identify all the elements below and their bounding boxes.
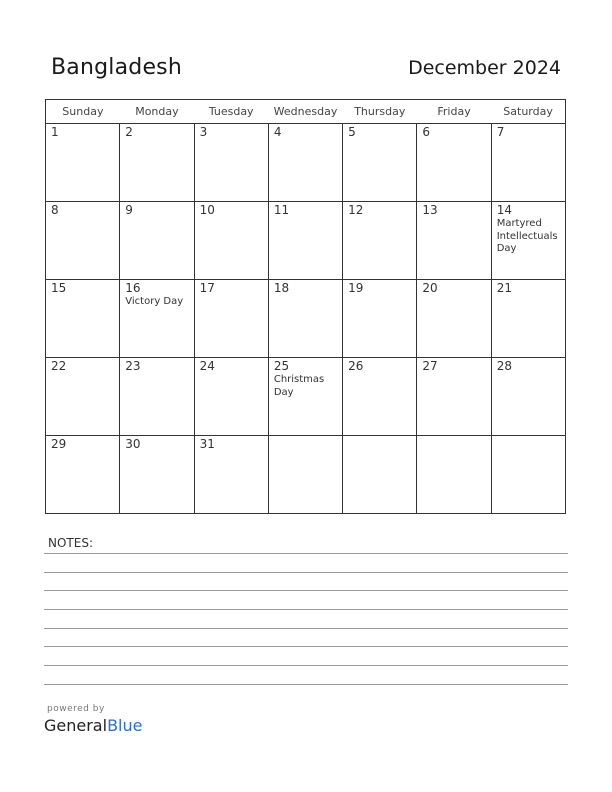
day-number: 29	[51, 437, 67, 451]
logo-text-general: General	[44, 716, 108, 735]
day-number: 18	[273, 281, 290, 295]
notes-line	[44, 684, 568, 685]
weekday-header-row	[46, 100, 566, 124]
notes-line	[44, 609, 568, 610]
day-number: 6	[422, 125, 431, 139]
day-cell	[120, 124, 194, 202]
weekday-header: Sunday	[46, 100, 120, 124]
day-number: 4	[273, 125, 282, 139]
day-number: 31	[199, 437, 215, 451]
day-number: 26	[348, 359, 364, 373]
weekday-header: Thursday	[343, 100, 417, 124]
week-row	[46, 124, 566, 202]
day-number: 20	[422, 281, 438, 295]
notes-label: NOTES:	[48, 536, 93, 550]
day-cell	[46, 202, 120, 280]
week-row	[46, 280, 566, 358]
day-cell	[343, 358, 417, 436]
powered-by-text: powered by	[47, 704, 105, 714]
holiday-label: Christmas Day	[273, 374, 325, 398]
day-cell	[268, 436, 342, 514]
day-number: 3	[199, 125, 208, 139]
day-cell	[46, 280, 120, 358]
day-number: 23	[125, 359, 141, 373]
notes-line	[44, 572, 568, 573]
holiday-label: Martyred Intellectuals Day	[496, 218, 558, 254]
day-number: 13	[422, 203, 438, 217]
holiday-label: Victory Day	[125, 296, 184, 307]
weekday-header: Wednesday	[268, 100, 342, 124]
day-cell	[491, 280, 565, 358]
day-cell	[46, 358, 120, 436]
day-cell	[417, 124, 491, 202]
day-number: 12	[348, 203, 364, 217]
day-number: 21	[496, 281, 512, 295]
day-cell	[491, 358, 565, 436]
notes-line	[44, 646, 568, 647]
generalblue-logo	[44, 716, 142, 735]
day-cell	[268, 124, 342, 202]
day-cell	[417, 358, 491, 436]
day-cell	[343, 124, 417, 202]
day-number: 2	[125, 125, 133, 139]
day-cell	[268, 280, 342, 358]
day-number: 9	[125, 203, 133, 217]
calendar-month-title: December 2024	[408, 57, 561, 79]
week-row	[46, 202, 566, 280]
day-cell	[491, 202, 565, 280]
day-number: 27	[422, 359, 438, 373]
day-number: 22	[51, 359, 67, 373]
day-number: 1	[51, 125, 59, 139]
day-number: 14	[496, 203, 512, 217]
day-cell	[194, 436, 268, 514]
week-row	[46, 436, 566, 514]
day-cell	[343, 280, 417, 358]
day-cell	[343, 202, 417, 280]
day-cell	[194, 358, 268, 436]
day-number: 15	[51, 281, 67, 295]
calendar-grid	[45, 99, 566, 514]
calendar-country-title: Bangladesh	[51, 55, 182, 80]
day-number: 30	[125, 437, 141, 451]
day-number: 7	[496, 125, 505, 139]
day-cell	[491, 436, 565, 514]
day-cell	[491, 124, 565, 202]
day-number: 8	[51, 203, 59, 217]
notes-line	[44, 665, 568, 666]
day-cell	[46, 436, 120, 514]
day-cell	[120, 436, 194, 514]
notes-line	[44, 628, 568, 629]
day-number: 25	[273, 359, 290, 373]
day-cell	[46, 124, 120, 202]
notes-line	[44, 590, 568, 591]
day-cell	[417, 280, 491, 358]
day-number: 17	[199, 281, 215, 295]
day-number: 28	[496, 359, 512, 373]
logo-text-blue: Blue	[107, 716, 143, 735]
day-cell	[120, 280, 194, 358]
notes-line	[44, 553, 568, 554]
day-number: 11	[273, 203, 290, 217]
day-number: 5	[348, 125, 356, 139]
day-cell	[194, 202, 268, 280]
day-cell	[417, 202, 491, 280]
week-row	[46, 358, 566, 436]
day-cell	[120, 358, 194, 436]
day-number: 19	[348, 281, 364, 295]
weekday-header: Saturday	[491, 100, 565, 124]
day-number: 16	[125, 281, 141, 295]
day-cell	[120, 202, 194, 280]
weekday-header: Tuesday	[194, 100, 268, 124]
day-cell	[194, 124, 268, 202]
day-number: 24	[199, 359, 215, 373]
day-cell	[268, 358, 342, 436]
day-cell	[417, 436, 491, 514]
day-cell	[268, 202, 342, 280]
day-cell	[343, 436, 417, 514]
day-number: 10	[199, 203, 215, 217]
weekday-header: Friday	[417, 100, 491, 124]
weekday-header: Monday	[120, 100, 194, 124]
day-cell	[194, 280, 268, 358]
